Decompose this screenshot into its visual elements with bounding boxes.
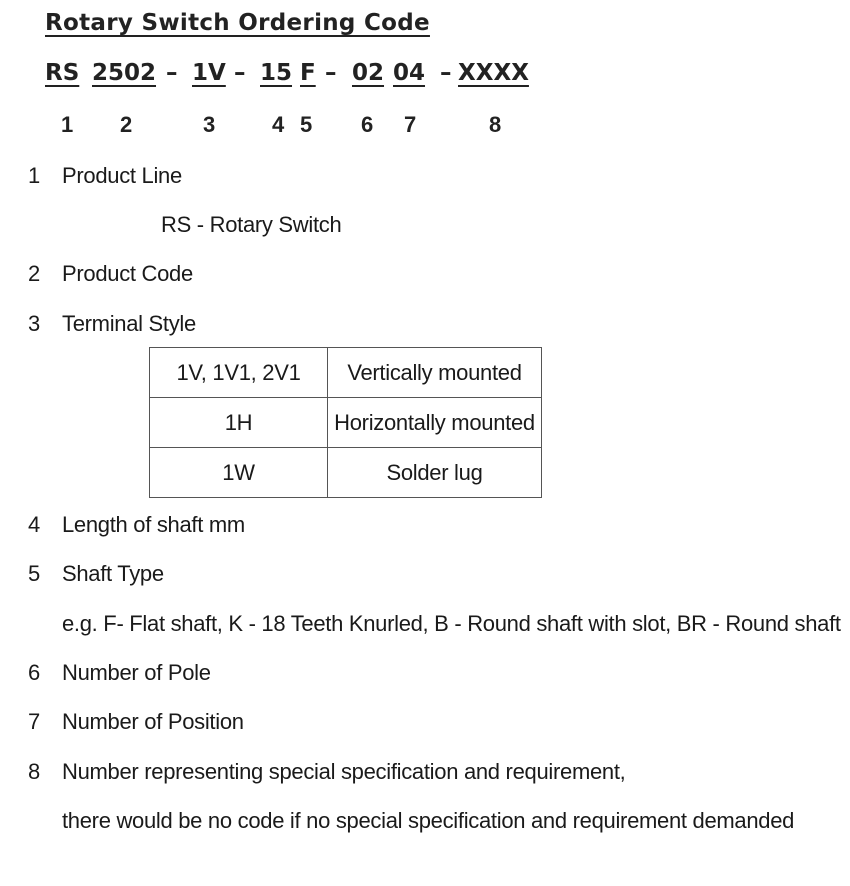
code-dash: – <box>166 60 178 86</box>
item-label: Product Code <box>62 261 193 286</box>
item-label: Product Line <box>62 163 182 188</box>
code-segment-special: XXXX <box>458 60 529 86</box>
item-number: 5 <box>28 561 41 586</box>
table-cell-description: Solder lug <box>328 448 542 498</box>
code-segment-poles: 02 <box>352 60 385 86</box>
table-cell-description: Vertically mounted <box>328 348 542 398</box>
position-number: 8 <box>489 112 502 137</box>
table-row <box>150 398 542 448</box>
code-segment-shaft-length: 15 <box>260 60 293 86</box>
position-number: 4 <box>272 112 285 137</box>
item-number: 4 <box>28 512 41 537</box>
table-cell-description: Horizontally mounted <box>328 398 542 448</box>
shaft-type-detail: e.g. F- Flat shaft, K - 18 Teeth Knurled, B - Round shaft with slot, BR - Round shaft <box>62 611 841 636</box>
code-segment-product-code: 2502 <box>92 60 157 86</box>
item-number: 1 <box>28 163 41 188</box>
code-segment-series: RS <box>45 60 80 86</box>
item-number: 8 <box>28 759 41 784</box>
position-number: 6 <box>361 112 374 137</box>
item-label: Shaft Type <box>62 561 164 586</box>
position-number: 3 <box>203 112 216 137</box>
item-number: 6 <box>28 660 41 685</box>
item-label: Number representing special specification and requirement, <box>62 759 626 784</box>
item-8-detail: there would be no code if no special specification and requirement demanded <box>62 808 795 833</box>
table-cell-code: 1V, 1V1, 2V1 <box>150 348 328 398</box>
code-segment-positions: 04 <box>393 60 426 86</box>
page-title: Rotary Switch Ordering Code <box>45 10 430 36</box>
table-row <box>150 448 542 498</box>
code-segment-shaft-type: F <box>300 60 316 86</box>
product-line-detail: RS - Rotary Switch <box>161 212 342 237</box>
code-dash: – <box>440 60 452 86</box>
position-number: 2 <box>120 112 133 137</box>
position-number: 7 <box>404 112 417 137</box>
code-segment-terminal: 1V <box>192 60 226 86</box>
position-number: 1 <box>61 112 74 137</box>
item-label: Number of Pole <box>62 660 211 685</box>
item-number: 7 <box>28 709 41 734</box>
table-cell-code: 1W <box>150 448 328 498</box>
table-row <box>150 348 542 398</box>
item-number: 2 <box>28 261 41 286</box>
code-dash: – <box>234 60 246 86</box>
item-label: Terminal Style <box>62 311 196 336</box>
terminal-style-table <box>149 347 542 498</box>
item-label: Number of Position <box>62 709 244 734</box>
code-dash: – <box>325 60 337 86</box>
position-number: 5 <box>300 112 313 137</box>
ordering-code <box>0 60 850 94</box>
item-label: Length of shaft mm <box>62 512 245 537</box>
table-cell-code: 1H <box>150 398 328 448</box>
position-numbers <box>0 112 850 142</box>
item-number: 3 <box>28 311 41 336</box>
